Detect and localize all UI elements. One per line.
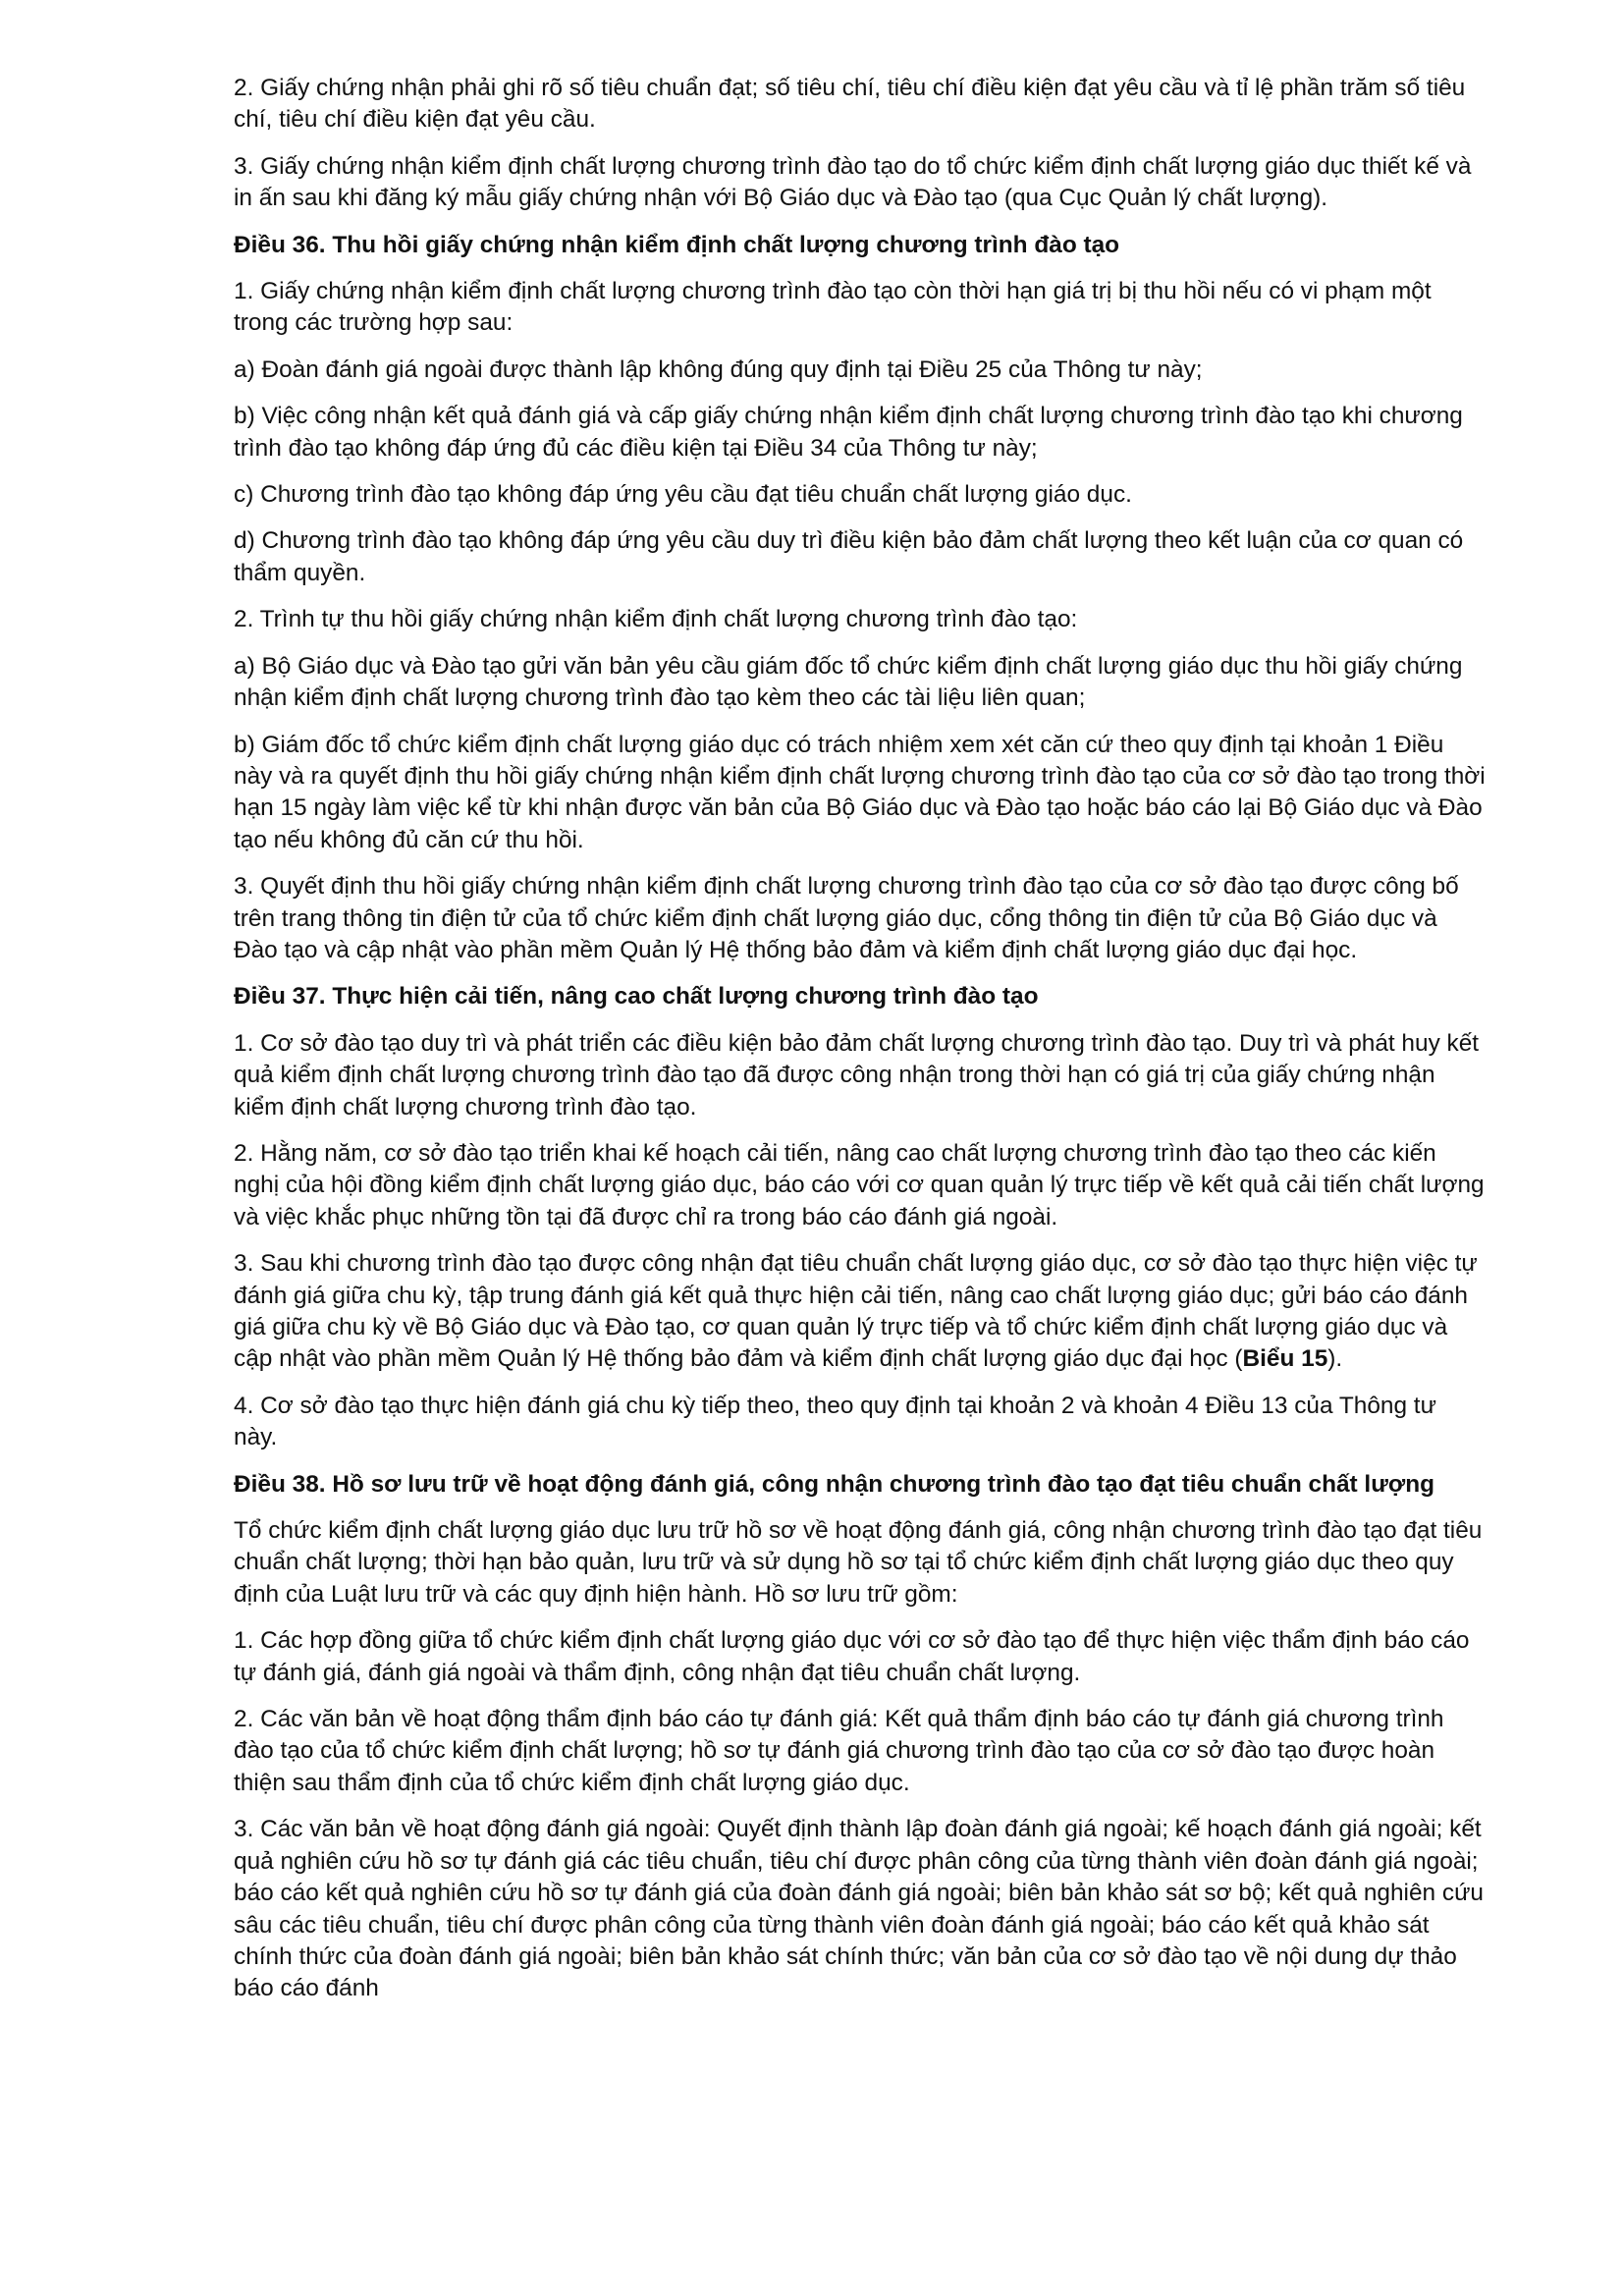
paragraph: 2. Hằng năm, cơ sở đào tạo triển khai kế hoạch cải tiến, nâng cao chất lượng chương trình đào tạo theo các kiến nghị của hội đồng kiểm định chất lượng giáo dục, báo cáo với cơ quan quản lý trực tiếp về kết quả cải tiến chất lượng và việc khắc phục những tồn tại đã được chỉ ra trong báo cáo đánh giá ngoài. bbox=[234, 1139, 1485, 1230]
paragraph: 4. Cơ sở đào tạo thực hiện đánh giá chu kỳ tiếp theo, theo quy định tại khoản 2 và khoản 4 Điều 13 của Thông tư này. bbox=[234, 1392, 1436, 1451]
paragraph: 3. Các văn bản về hoạt động đánh giá ngoài: Quyết định thành lập đoàn đánh giá ngoài; kế hoạch đánh giá ngoài; kết quả nghiên cứu hồ sơ tự đánh giá các tiêu chuẩn, tiêu chí được phân công của từng thành viên đoàn đánh giá ngoài; báo cáo kết quả nghiên cứu hồ sơ tự đánh giá của đoàn đánh giá ngoài; biên bản khảo sát sơ bộ; kết quả nghiên cứu sâu các tiêu chuẩn, tiêu chí được phân công của từng thành viên đoàn đánh giá ngoài; báo cáo kết quả khảo sát chính thức của đoàn đánh giá ngoài; biên bản khảo sát chính thức; văn bản của cơ sở đào tạo về nội dung dự thảo báo cáo đánh bbox=[234, 1816, 1484, 2002]
paragraph: b) Việc công nhận kết quả đánh giá và cấp giấy chứng nhận kiểm định chất lượng chương trình đào tạo khi chương trình đào tạo không đáp ứng đủ các điều kiện tại Điều 34 của Thông tư này; bbox=[234, 403, 1463, 462]
paragraph: 3. Giấy chứng nhận kiểm định chất lượng chương trình đào tạo do tổ chức kiểm định chất lượng giáo dục thiết kế và in ấn sau khi đăng ký mẫu giấy chứng nhận với Bộ Giáo dục và Đào tạo (qua Cục Quản lý chất lượng). bbox=[234, 152, 1472, 212]
paragraph: 2. Các văn bản về hoạt động thẩm định báo cáo tự đánh giá: Kết quả thẩm định báo cáo tự đánh giá chương trình đào tạo của tổ chức kiểm định chất lượng; hồ sơ tự đánh giá chương trình đào tạo của cơ sở đào tạo được hoàn thiện sau thẩm định của tổ chức kiểm định chất lượng giáo dục. bbox=[234, 1706, 1444, 1796]
article-38-heading: Điều 38. Hồ sơ lưu trữ về hoạt động đánh giá, công nhận chương trình đào tạo đạt tiêu chuẩn chất lượng bbox=[234, 1470, 1435, 1498]
article-36-heading: Điều 36. Thu hồi giấy chứng nhận kiểm định chất lượng chương trình đào tạo bbox=[234, 231, 1120, 258]
paragraph: b) Giám đốc tổ chức kiểm định chất lượng giáo dục có trách nhiệm xem xét căn cứ theo quy định tại khoản 1 Điều này và ra quyết định thu hồi giấy chứng nhận kiểm định chất lượng chương trình đào tạo của cơ sở đào tạo trong thời hạn 15 ngày làm việc kể từ khi nhận được văn bản của Bộ Giáo dục và Đào tạo hoặc báo cáo lại Bộ Giáo dục và Đào tạo nếu không đủ căn cứ thu hồi. bbox=[234, 731, 1486, 853]
paragraph: 1. Các hợp đồng giữa tổ chức kiểm định chất lượng giáo dục với cơ sở đào tạo để thực hiện việc thẩm định báo cáo tự đánh giá, đánh giá ngoài và thẩm định, công nhận đạt tiêu chuẩn chất lượng. bbox=[234, 1627, 1470, 1686]
document-page bbox=[234, 73, 1486, 2020]
paragraph: 1. Giấy chứng nhận kiểm định chất lượng chương trình đào tạo còn thời hạn giá trị bị thu hồi nếu có vi phạm một trong các trường hợp sau: bbox=[234, 278, 1432, 337]
paragraph: d) Chương trình đào tạo không đáp ứng yêu cầu duy trì điều kiện bảo đảm chất lượng theo kết luận của cơ quan có thẩm quyền. bbox=[234, 527, 1464, 586]
paragraph: a) Đoàn đánh giá ngoài được thành lập không đúng quy định tại Điều 25 của Thông tư này; bbox=[234, 355, 1203, 383]
paragraph: 3. Quyết định thu hồi giấy chứng nhận kiểm định chất lượng chương trình đào tạo của cơ sở đào tạo được công bố trên trang thông tin điện tử của tổ chức kiểm định chất lượng giáo dục, cổng thông tin điện tử của Bộ Giáo dục và Đào tạo và cập nhật vào phần mềm Quản lý Hệ thống bảo đảm và kiểm định chất lượng giáo dục đại học. bbox=[234, 873, 1459, 963]
paragraph-text-end: ). bbox=[1327, 1345, 1343, 1373]
paragraph: c) Chương trình đào tạo không đáp ứng yêu cầu đạt tiêu chuẩn chất lượng giáo dục. bbox=[234, 481, 1132, 509]
paragraph-text: 3. Sau khi chương trình đào tạo được công nhận đạt tiêu chuẩn chất lượng giáo dục, cơ sở đào tạo thực hiện việc tự đánh giá giữa chu kỳ, tập trung đánh giá kết quả thực hiện cải tiến, nâng cao chất lượng giáo dục; gửi báo cáo đánh giá giữa chu kỳ về Bộ Giáo dục và Đào tạo, cơ quan quản lý trực tiếp và tổ chức kiểm định chất lượng giáo dục và cập nhật vào phần mềm Quản lý Hệ thống bảo đảm và kiểm định chất lượng giáo dục đại học ( bbox=[234, 1250, 1478, 1373]
paragraph: 2. Giấy chứng nhận phải ghi rõ số tiêu chuẩn đạt; số tiêu chí, tiêu chí điều kiện đạt yêu cầu và tỉ lệ phần trăm số tiêu chí, tiêu chí điều kiện đạt yêu cầu. bbox=[234, 75, 1466, 134]
form-reference: Biểu 15 bbox=[1242, 1345, 1328, 1373]
paragraph bbox=[234, 1248, 1486, 1376]
paragraph: Tổ chức kiểm định chất lượng giáo dục lưu trữ hồ sơ về hoạt động đánh giá, công nhận chương trình đào tạo đạt tiêu chuẩn chất lượng; thời hạn bảo quản, lưu trữ và sử dụng hồ sơ tại tổ chức kiểm định chất lượng giáo dục theo quy định của Luật lưu trữ và các quy định hiện hành. Hồ sơ lưu trữ gồm: bbox=[234, 1517, 1483, 1608]
paragraph: 2. Trình tự thu hồi giấy chứng nhận kiểm định chất lượng chương trình đào tạo: bbox=[234, 606, 1078, 633]
article-37-heading: Điều 37. Thực hiện cải tiến, nâng cao chất lượng chương trình đào tạo bbox=[234, 983, 1039, 1011]
paragraph: a) Bộ Giáo dục và Đào tạo gửi văn bản yêu cầu giám đốc tổ chức kiểm định chất lượng giáo dục thu hồi giấy chứng nhận kiểm định chất lượng chương trình đào tạo kèm theo các tài liệu liên quan; bbox=[234, 652, 1463, 712]
paragraph: 1. Cơ sở đào tạo duy trì và phát triển các điều kiện bảo đảm chất lượng chương trình đào tạo. Duy trì và phát huy kết quả kiểm định chất lượng chương trình đào tạo đã được công nhận trong thời hạn có giá trị của giấy chứng nhận kiểm định chất lượng chương trình đào tạo. bbox=[234, 1029, 1480, 1121]
